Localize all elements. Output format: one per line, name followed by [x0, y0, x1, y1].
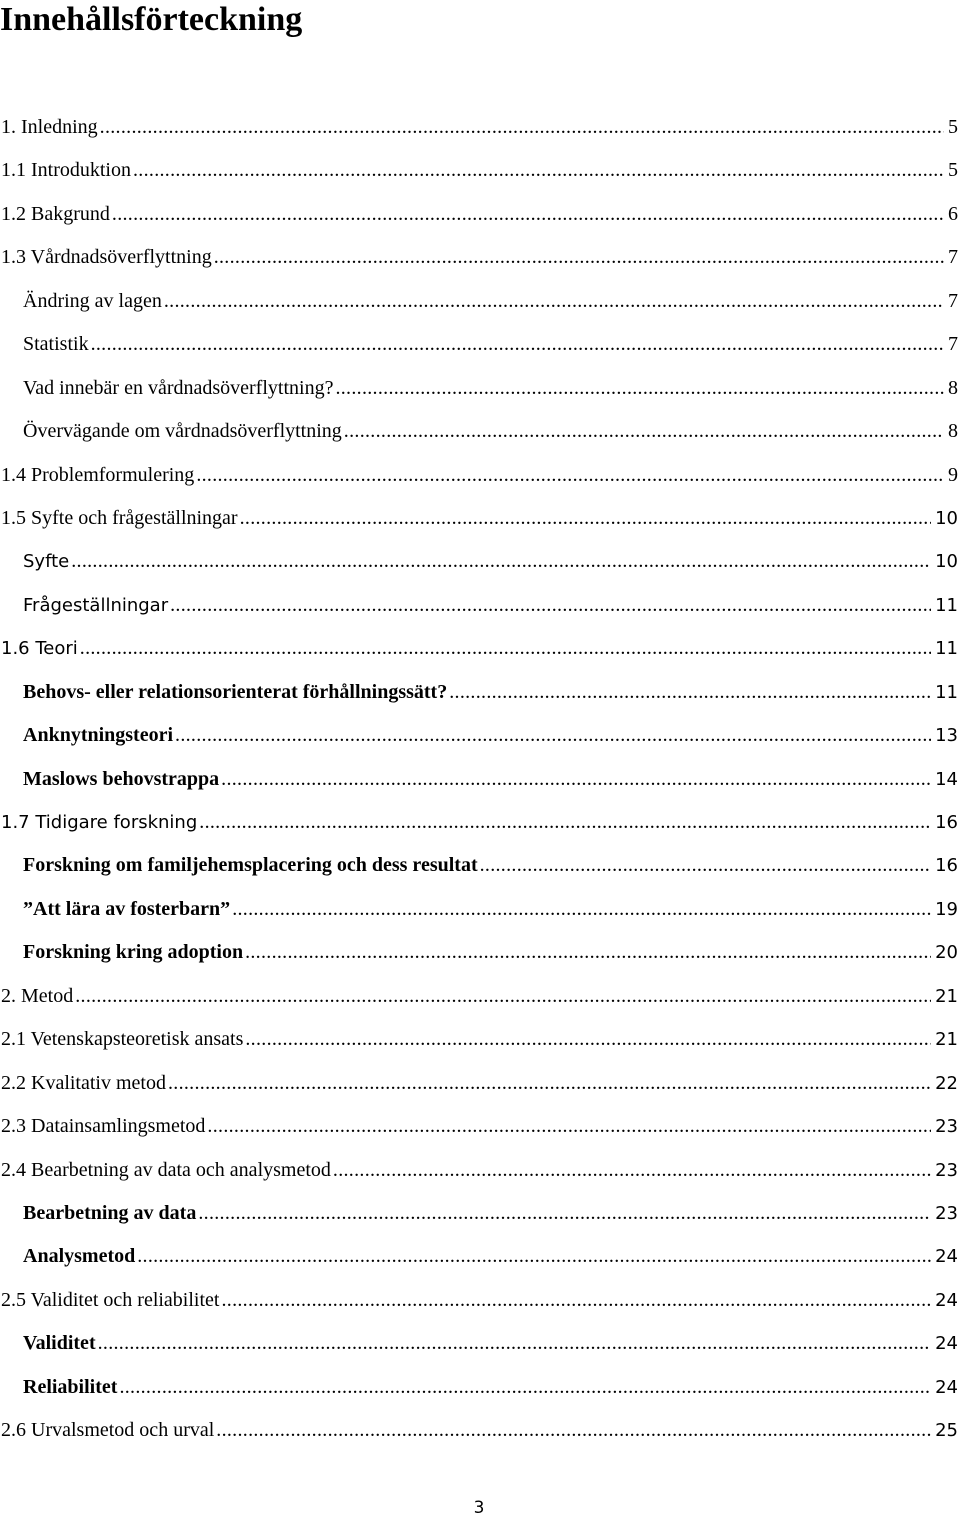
dot-leader	[449, 671, 931, 714]
toc-entry-label: 1.3 Vårdnadsöverflyttning	[1, 246, 212, 269]
toc-entry-introduktion[interactable]	[0, 149, 960, 192]
toc-entry-page: 14	[935, 768, 958, 790]
dot-leader	[119, 1366, 931, 1409]
toc-entry-tidigare-forskning[interactable]	[0, 801, 960, 844]
toc-entry-statistik[interactable]	[0, 323, 960, 366]
toc-entry-validitet[interactable]	[0, 1322, 960, 1365]
toc-entry-page: 7	[948, 333, 958, 356]
toc-entry-label: 2.3 Datainsamlingsmetod	[1, 1115, 206, 1138]
toc-entry-teori[interactable]	[0, 627, 960, 670]
toc-entry-label: Validitet	[23, 1332, 96, 1355]
dot-leader	[133, 149, 944, 192]
toc-entry-metod[interactable]	[0, 975, 960, 1018]
toc-entry-label: 2. Metod	[1, 984, 74, 1007]
dot-leader	[333, 1149, 931, 1192]
toc-entry-bakgrund[interactable]	[0, 193, 960, 236]
dot-leader	[80, 627, 931, 670]
toc-entry-label: Anknytningsteori	[23, 724, 174, 747]
toc-entry-bearbetning-och-analysmetod[interactable]	[0, 1149, 960, 1192]
toc-entry-page: 24	[935, 1246, 958, 1268]
dot-leader	[71, 540, 931, 583]
toc-entry-label: Maslows behovstrappa	[23, 767, 220, 790]
dot-leader	[168, 1062, 931, 1105]
toc-entry-label: 1.2 Bakgrund	[1, 202, 110, 225]
toc-entry-page: 21	[935, 985, 958, 1007]
toc-entry-label: 2.5 Validitet och reliabilitet	[1, 1288, 220, 1311]
dot-leader	[100, 106, 944, 149]
page-number: 3	[473, 1498, 485, 1518]
toc-entry-kvalitativ-metod[interactable]	[0, 1062, 960, 1105]
toc-entry-page: 20	[935, 942, 958, 964]
toc-entry-vardnadsoverflyttning[interactable]	[0, 236, 960, 279]
toc-entry-page: 5	[948, 116, 958, 138]
dot-leader	[221, 758, 931, 801]
toc-entry-page: 23	[935, 1116, 958, 1138]
toc-entry-page: 10	[935, 507, 958, 529]
toc-entry-page: 23	[935, 1202, 958, 1224]
toc-entry-label: Ändring av lagen	[23, 289, 162, 312]
toc-entry-label: Statistik	[23, 333, 89, 356]
toc-entry-label: 2.2 Kvalitativ metod	[1, 1071, 166, 1094]
toc-entry-fragestallningar[interactable]	[0, 584, 960, 627]
toc-entry-page: 5	[948, 159, 958, 182]
toc-entry-reliabilitet[interactable]	[0, 1366, 960, 1409]
dot-leader	[137, 1235, 931, 1278]
dot-leader	[214, 236, 944, 279]
dot-leader	[207, 1105, 931, 1148]
page-title: Innehållsförteckning	[0, 1, 303, 38]
toc-entry-page: 21	[935, 1029, 958, 1051]
toc-entry-page: 23	[935, 1159, 958, 1181]
toc-entry-validitet-och-reliabilitet[interactable]	[0, 1279, 960, 1322]
dot-leader	[91, 323, 944, 366]
toc-entry-inledning[interactable]	[0, 106, 960, 149]
toc-entry-analysmetod[interactable]	[0, 1235, 960, 1278]
toc-entry-page: 16	[935, 812, 958, 833]
toc-entry-label: Analysmetod	[23, 1245, 136, 1268]
toc-entry-page: 19	[935, 898, 958, 920]
toc-entry-anknytningsteori[interactable]	[0, 714, 960, 757]
toc-entry-label: Frågeställningar	[23, 594, 169, 616]
toc-entry-vad-innebar[interactable]	[0, 367, 960, 410]
dot-leader	[98, 1322, 931, 1365]
toc-entry-page: 10	[935, 551, 958, 573]
toc-entry-page: 24	[935, 1333, 958, 1355]
dot-leader	[164, 280, 944, 323]
toc-entry-page: 24	[935, 1376, 958, 1398]
toc-entry-label: Forskning om familjehemsplacering och dess resultat	[23, 854, 478, 877]
toc-entry-forskning-kring-adoption[interactable]	[0, 931, 960, 974]
toc-entry-page: 25	[935, 1420, 958, 1442]
toc-entry-page: 22	[935, 1072, 958, 1094]
dot-leader	[480, 844, 931, 887]
toc-entry-label: 1.5 Syfte och frågeställningar	[1, 506, 238, 529]
toc-entry-label: 1.1 Introduktion	[1, 159, 131, 182]
dot-leader	[216, 1409, 931, 1452]
toc-entry-page: 8	[948, 376, 958, 399]
toc-entry-page: 16	[935, 855, 958, 877]
toc-entry-problemformulering[interactable]	[0, 454, 960, 497]
toc-entry-label: Syfte	[23, 551, 70, 573]
toc-entry-behovs-eller-relationsorienterat[interactable]	[0, 671, 960, 714]
dot-leader	[245, 931, 931, 974]
toc-entry-label: Behovs- eller relationsorienterat förhållningssätt?	[23, 680, 448, 703]
toc-entry-bearbetning-av-data[interactable]	[0, 1192, 960, 1235]
toc-entry-page: 11	[935, 681, 958, 703]
dot-leader	[221, 1279, 931, 1322]
toc-entry-label: 1.4 Problemformulering	[1, 463, 195, 486]
toc-entry-label: Vad innebär en vårdnadsöverflyttning?	[23, 376, 334, 399]
toc-entry-label: 1.7 Tidigare forskning	[1, 812, 198, 833]
toc-entry-label: ”Att lära av fosterbarn”	[23, 897, 231, 920]
toc-entry-syfte-och-fragestallningar[interactable]	[0, 497, 960, 540]
toc-entry-label: Bearbetning av data	[23, 1201, 197, 1224]
toc-entry-label: 2.1 Vetenskapsteoretisk ansats	[1, 1028, 244, 1051]
toc-entry-label: 2.6 Urvalsmetod och urval	[1, 1419, 215, 1442]
toc-entry-maslows-behovstrappa[interactable]	[0, 758, 960, 801]
toc-entry-page: 8	[948, 420, 958, 443]
toc-entry-label: Forskning kring adoption	[23, 941, 244, 964]
toc-entry-label: Övervägande om vårdnadsöverflyttning	[23, 420, 342, 443]
toc-entry-label: 1. Inledning	[1, 116, 98, 138]
toc-entry-label: 1.6 Teori	[1, 638, 78, 660]
dot-leader	[199, 801, 931, 844]
toc-entry-page: 9	[948, 463, 958, 486]
toc-entry-page: 13	[935, 725, 958, 747]
dot-leader	[196, 454, 944, 497]
toc-entry-page: 7	[948, 289, 958, 312]
toc-entry-syfte[interactable]	[0, 540, 960, 583]
toc-entry-att-lara-av-fosterbarn[interactable]	[0, 888, 960, 931]
toc-entry-label: Reliabilitet	[23, 1375, 118, 1398]
toc-entry-page: 24	[935, 1289, 958, 1311]
dot-leader	[245, 1018, 931, 1061]
dot-leader	[112, 193, 944, 236]
toc-entry-forskning-om-familjehemsplacering[interactable]	[0, 844, 960, 887]
toc-entry-urvalsmetod-och-urval[interactable]	[0, 1409, 960, 1452]
dot-leader	[170, 584, 931, 627]
toc-entry-page: 11	[935, 594, 958, 616]
toc-entry-andring-av-lagen[interactable]	[0, 280, 960, 323]
toc-entry-vetenskapsteoretisk-ansats[interactable]	[0, 1018, 960, 1061]
toc-entry-datainsamlingsmetod[interactable]	[0, 1105, 960, 1148]
dot-leader	[240, 497, 932, 540]
toc-entry-page: 11	[935, 638, 958, 660]
toc-entry-label: 2.4 Bearbetning av data och analysmetod	[1, 1158, 331, 1181]
toc-entry-page: 7	[948, 246, 958, 269]
dot-leader	[175, 714, 931, 757]
dot-leader	[198, 1192, 931, 1235]
dot-leader	[335, 367, 944, 410]
dot-leader	[75, 975, 931, 1018]
toc-entry-overvagande[interactable]	[0, 410, 960, 453]
toc-entry-page: 6	[948, 202, 958, 225]
dot-leader	[232, 888, 931, 931]
dot-leader	[344, 410, 944, 453]
table-of-contents	[0, 106, 960, 1453]
